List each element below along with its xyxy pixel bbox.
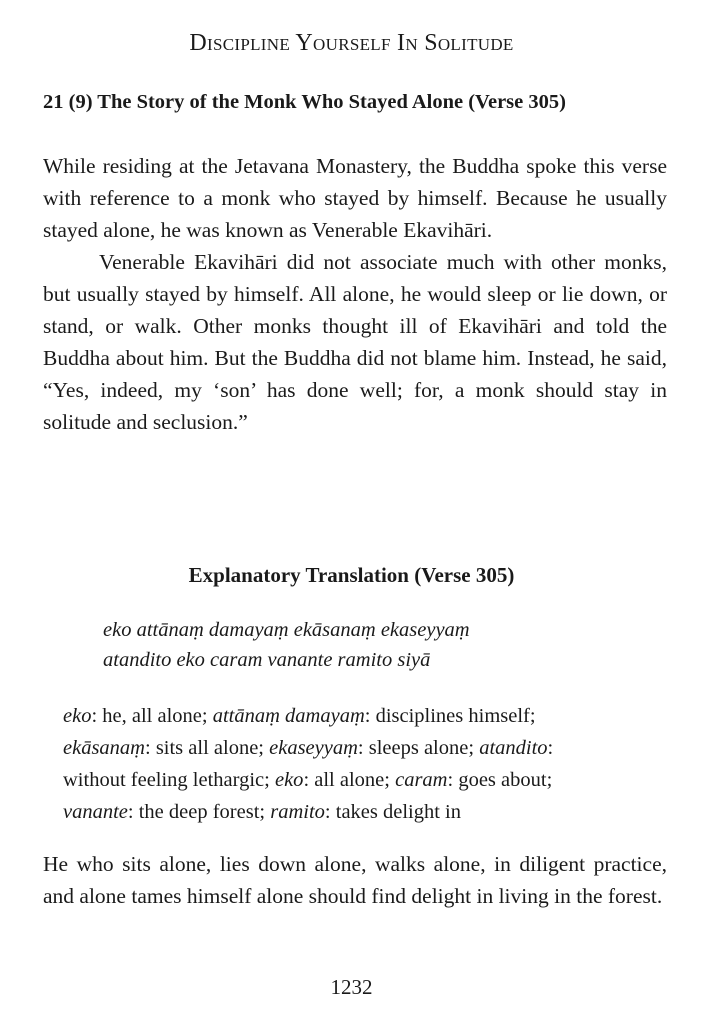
glossary-meaning: sits all alone <box>155 737 259 759</box>
glossary-term: ramito <box>270 801 325 823</box>
explanatory-heading: Explanatory Translation (Verse 305) <box>188 563 515 587</box>
glossary-term: eko <box>274 769 304 791</box>
verse-line-2: atandito eko caram vanante ramito siyā <box>103 649 431 671</box>
glossary-term: vanante <box>63 801 128 823</box>
glossary-term: atandito <box>479 737 548 759</box>
glossary-term: attānaṃ damayaṃ <box>212 705 365 727</box>
glossary-meaning: the deep forest <box>138 801 260 823</box>
glossary-term: ekaseyyaṃ <box>269 737 358 759</box>
word-glossary <box>63 700 683 828</box>
glossary-line-3: without feeling lethargic; eko: all alone; caram: goes about; <box>63 769 553 791</box>
glossary-line-4: vanante: the deep forest; ramito: takes delight in <box>63 801 462 823</box>
translation-paragraph: He who sits alone, lies down alone, walks alone, in diligent practice, and alone tames himself alone should find delight in living in the forest. <box>43 852 667 908</box>
glossary-line-1: eko: he, all alone; attānaṃ damayaṃ: disciplines himself; <box>63 705 536 727</box>
glossary-meaning: he, all alone <box>102 705 202 727</box>
story-paragraph-1: While residing at the Jetavana Monastery, the Buddha spoke this verse with reference to a monk who stayed by himself. Because he usually stayed alone, he was known as Venerable Ekavihāri. <box>43 154 667 242</box>
glossary-meaning: without feeling lethargic <box>63 769 265 791</box>
glossary-meaning: all alone <box>314 769 385 791</box>
verse-translation <box>43 848 667 912</box>
verse-line-1: eko attānaṃ damayaṃ ekāsanaṃ ekaseyyaṃ <box>103 619 470 641</box>
pali-verse <box>103 615 663 675</box>
glossary-term: caram <box>395 769 448 791</box>
glossary-meaning: disciplines himself <box>375 705 530 727</box>
glossary-meaning: sleeps alone <box>368 737 469 759</box>
glossary-line-2: ekāsanaṃ: sits all alone; ekaseyyaṃ: sleeps alone; atandito: <box>63 737 554 759</box>
page-number: 1232 <box>330 975 373 999</box>
glossary-term: eko <box>63 705 92 727</box>
story-title: 21 (9) The Story of the Monk Who Stayed Alone (Verse 305) <box>43 91 566 113</box>
story-paragraph-2: Venerable Ekavihāri did not associate much with other monks, but usually stayed by himself. All alone, he would sleep or lie down, or stand, or walk. Other monks thought ill of Ekavihāri and told the Buddha about him. But the Buddha did not blame him. Instead, he said, “Yes, indeed, my ‘son’ has done well; for, a monk should stay in solitude and seclusion.” <box>43 250 667 434</box>
glossary-meaning: takes delight in <box>335 801 462 823</box>
running-head: Discipline Yourself In Solitude <box>189 30 514 56</box>
glossary-term: ekāsanaṃ <box>63 737 145 759</box>
story-body <box>43 150 667 438</box>
glossary-meaning: goes about <box>458 769 547 791</box>
